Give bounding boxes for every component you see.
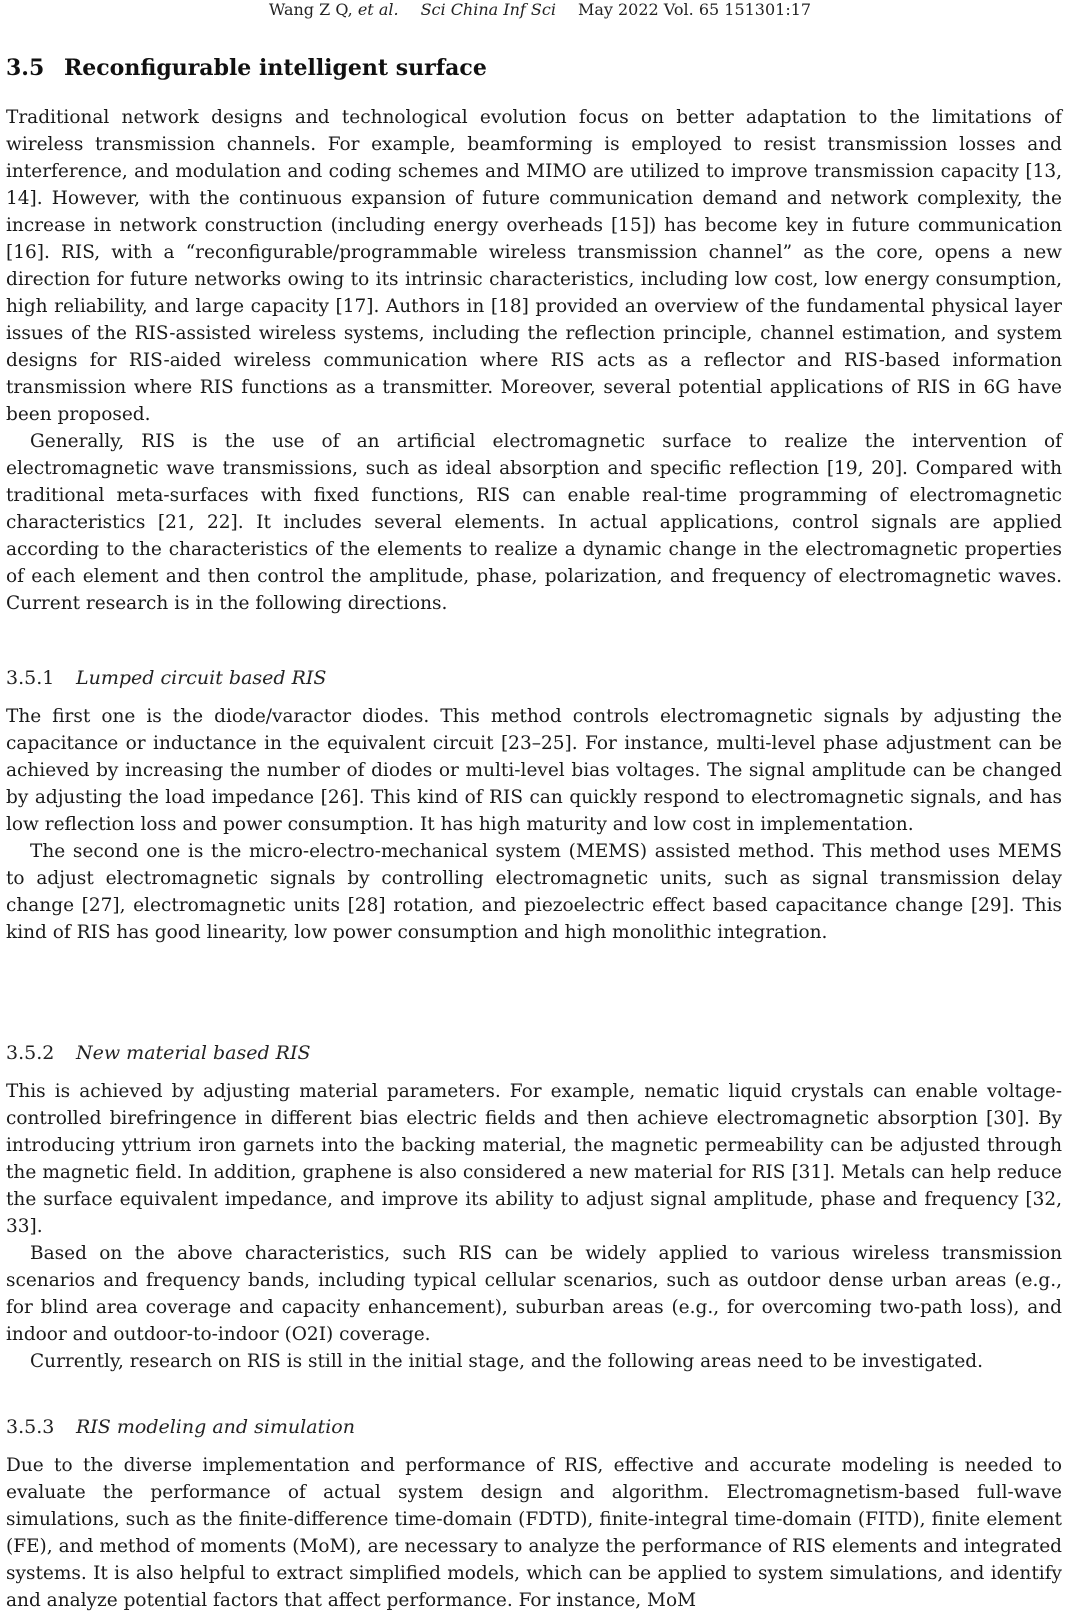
subsection-heading: [6, 1040, 1062, 1067]
paragraph: Generally, RIS is the use of an artificial electromagnetic surface to realize the intervention of electromagnetic wave transmissions, such as ideal absorption and specific reflection [19, 20]. Compared with traditional meta-surfaces with fixed functions, RIS can enable real-time programming of electromagnetic characteristics [21, 22]. It includes several elements. In actual applications, control signals are applied according to the characteristics of the elements to realize a dynamic change in the electromagnetic properties of each element and then control the amplitude, phase, polarization, and frequency of electromagnetic waves. Current research is in the following directions.: [6, 431, 1062, 614]
subsection-number: 3.5.3: [6, 1416, 55, 1438]
paragraph: Currently, research on RIS is still in the initial stage, and the following areas need to be investigated.: [30, 1351, 984, 1372]
intro-text: [6, 104, 1062, 617]
section-heading: [6, 54, 487, 82]
subsection-number: 3.5.2: [6, 1042, 55, 1064]
paragraph: Due to the diverse implementation and performance of RIS, effective and accurate modeling is needed to evaluate the performance of actual system design and algorithm. Electromagnetism-based full-wave simulations, such as the finite-difference time-domain (FDTD), finite-integral time-domain (FITD), finite element (FE), and method of moments (MoM), are necessary to analyze the performance of RIS elements and integrated systems. It is also helpful to extract simplified models, which can be applied to system simulations, and identify and analyze potential factors that affect performance. For instance, MoM: [6, 1455, 1062, 1611]
running-head-etal: et al.: [357, 0, 399, 19]
subsection-heading: [6, 665, 1062, 692]
paragraph: This is achieved by adjusting material parameters. For example, nematic liquid crystals can enable voltage-controlled birefringence in different bias electric fields and then achieve electromagnetic absorption [30]. By introducing yttrium iron garnets into the backing material, the magnetic permeability can be adjusted through the magnetic field. In addition, graphene is also considered a new material for RIS [31]. Metals can help reduce the surface equivalent impedance, and improve its ability to adjust signal amplitude, phase and frequency [32, 33].: [6, 1081, 1062, 1237]
paragraph: Traditional network designs and technological evolution focus on better adaptation to the limitations of wireless transmission channels. For example, beamforming is employed to resist transmission losses and interference, and modulation and coding schemes and MIMO are utilized to improve transmission capacity [13, 14]. However, with the continuous expansion of future communication demand and network complexity, the increase in network construction (including energy overheads [15]) has become key in future communication [16]. RIS, with a “reconfigurable/programmable wireless transmission channel” as the core, opens a new direction for future networks owing to its intrinsic characteristics, including low cost, low energy consumption, high reliability, and large capacity [17]. Authors in [18] provided an overview of the fundamental physical layer issues of the RIS-assisted wireless systems, including the reflection principle, channel estimation, and system designs for RIS-aided wireless communication where RIS acts as a reflector and RIS-based information transmission where RIS functions as a transmitter. Moreover, several potential applications of RIS in 6G have been proposed.: [6, 107, 1062, 425]
section-number: 3.5: [6, 55, 45, 81]
subsection-2: [6, 1040, 1062, 1375]
paragraph: The first one is the diode/varactor diodes. This method controls electromagnetic signals by adjusting the capacitance or inductance in the equivalent circuit [23–25]. For instance, multi-level phase adjustment can be achieved by increasing the number of diodes or multi-level bias voltages. The signal amplitude can be changed by adjusting the load impedance [26]. This kind of RIS can quickly respond to electromagnetic signals, and has low reflection loss and power consumption. It has high maturity and low cost in implementation.: [6, 706, 1062, 835]
subsection-title: Lumped circuit based RIS: [76, 667, 327, 689]
running-head: [0, 0, 1080, 20]
subsection-heading: [6, 1414, 1062, 1441]
paragraph: Based on the above characteristics, such RIS can be widely applied to various wireless transmission scenarios and frequency bands, including typical cellular scenarios, such as outdoor dense urban areas (e.g., for blind area coverage and capacity enhancement), suburban areas (e.g., for overcoming two-path loss), and indoor and outdoor-to-indoor (O2I) coverage.: [6, 1243, 1062, 1345]
running-head-issue: May 2022 Vol. 65 151301:17: [577, 0, 812, 19]
subsection-number: 3.5.1: [6, 667, 55, 689]
subsection-title: RIS modeling and simulation: [76, 1416, 355, 1438]
running-head-journal: Sci China Inf Sci: [420, 0, 556, 19]
running-head-authors: Wang Z Q,: [268, 0, 353, 19]
subsection-3: [6, 1414, 1062, 1614]
subsection-1: [6, 665, 1062, 946]
subsection-title: New material based RIS: [76, 1042, 311, 1064]
section-title: Reconfigurable intelligent surface: [64, 55, 487, 81]
paragraph: The second one is the micro-electro-mechanical system (MEMS) assisted method. This method uses MEMS to adjust electromagnetic signals by controlling electromagnetic units, such as signal transmission delay change [27], electromagnetic units [28] rotation, and piezoelectric effect based capacitance change [29]. This kind of RIS has good linearity, low power consumption and high monolithic integration.: [6, 841, 1062, 943]
